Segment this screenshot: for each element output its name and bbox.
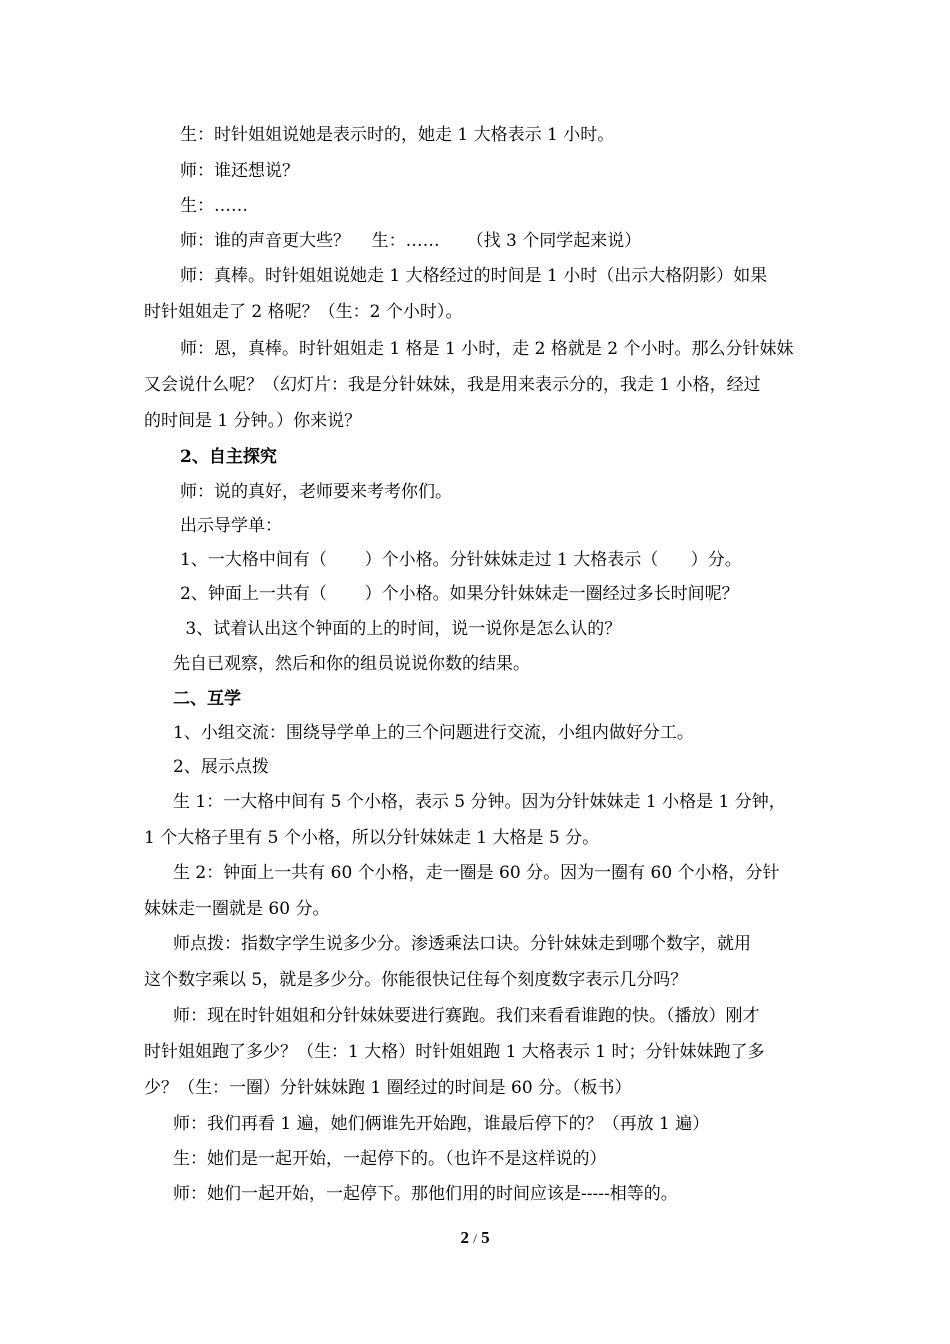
text-line: 妹妹走一圈就是 60 分。 — [144, 899, 330, 919]
text-line: 2、钟面上一共有（ ）个小格。如果分针妹妹走一圈经过多长时间呢？ — [180, 584, 739, 604]
current-page-number: 2 — [460, 1228, 469, 1247]
text-line: 师：谁还想说？ — [180, 161, 299, 181]
text-line: 师：说的真好，老师要来考考你们。 — [180, 482, 452, 502]
total-page-count: 5 — [481, 1228, 490, 1247]
section-heading: 2、自主探究 — [180, 447, 277, 467]
text-line: 这个数字乘以 5，就是多少分。你能很快记住每个刻度数字表示几分吗？ — [144, 970, 688, 990]
text-line: 师：我们再看 1 遍，她们俩谁先开始跑，谁最后停下的？（再放 1 遍） — [173, 1114, 710, 1134]
section-heading: 二、互学 — [173, 689, 241, 709]
text-line: 先自已观察，然后和你的组员说说你数的结果。 — [173, 654, 530, 674]
text-line: 时针姐姐跑了多少？（生：1 大格）时针姐姐跑 1 大格表示 1 时；分针妹妹跑了多 — [144, 1042, 765, 1062]
text-line: 师：现在时针姐姐和分针妹妹要进行赛跑。我们来看看谁跑的快。（播放）刚才 — [173, 1006, 760, 1026]
text-line: 1、小组交流：围绕导学单上的三个问题进行交流，小组内做好分工。 — [173, 723, 694, 743]
page-number — [0, 1227, 950, 1250]
text-line: 的时间是 1 分钟。）你来说？ — [144, 411, 362, 431]
text-line: 1、一大格中间有（ ）个小格。分针妹妹走过 1 大格表示（ ）分。 — [180, 550, 742, 570]
text-line: 生 1：一大格中间有 5 个小格，表示 5 分钟。因为分针妹妹走 1 小格是 1 分钟， — [173, 792, 786, 812]
text-line: 师：恩，真棒。时针姐姐走 1 格是 1 小时，走 2 格就是 2 个小时。那么分针妹妹 — [180, 339, 794, 359]
text-line: 时针姐姐走了 2 格呢？（生：2 个小时）。 — [144, 302, 463, 322]
text-line: 生 2：钟面上一共有 60 个小格，走一圈是 60 分。因为一圈有 60 个小格，分针 — [173, 863, 780, 883]
text-line: 3、试着认出这个钟面的上的时间，说一说你是怎么认的？ — [180, 619, 622, 639]
text-line: 生：时针姐姐说她是表示时的，她走 1 大格表示 1 小时。 — [180, 125, 615, 145]
text-line: 出示导学单： — [180, 516, 282, 536]
text-line: 少？（生：一圈）分针妹妹跑 1 圈经过的时间是 60 分。（板书） — [144, 1078, 632, 1098]
text-line: 2、展示点拨 — [173, 757, 269, 777]
text-line: 师点拨：指数字学生说多少分。渗透乘法口诀。分针妹妹走到哪个数字，就用 — [173, 934, 751, 954]
page-separator: / — [473, 1231, 477, 1246]
text-line: 生：她们是一起开始，一起停下的。（也许不是这样说的） — [173, 1149, 607, 1169]
text-line: 生：…… — [180, 196, 248, 216]
text-line: 师：她们一起开始，一起停下。那他们用的时间应该是-----相等的。 — [173, 1184, 678, 1204]
text-line: 又会说什么呢？（幻灯片：我是分针妹妹，我是用来表示分的，我走 1 小格，经过 — [144, 375, 761, 395]
text-line: 师：谁的声音更大些？ 生：…… （找 3 个同学起来说） — [180, 231, 642, 251]
text-line: 师：真棒。时针姐姐说她走 1 大格经过的时间是 1 小时（出示大格阴影）如果 — [180, 266, 768, 286]
text-line: 1 个大格子里有 5 个小格，所以分针妹妹走 1 大格是 5 分。 — [144, 828, 600, 848]
